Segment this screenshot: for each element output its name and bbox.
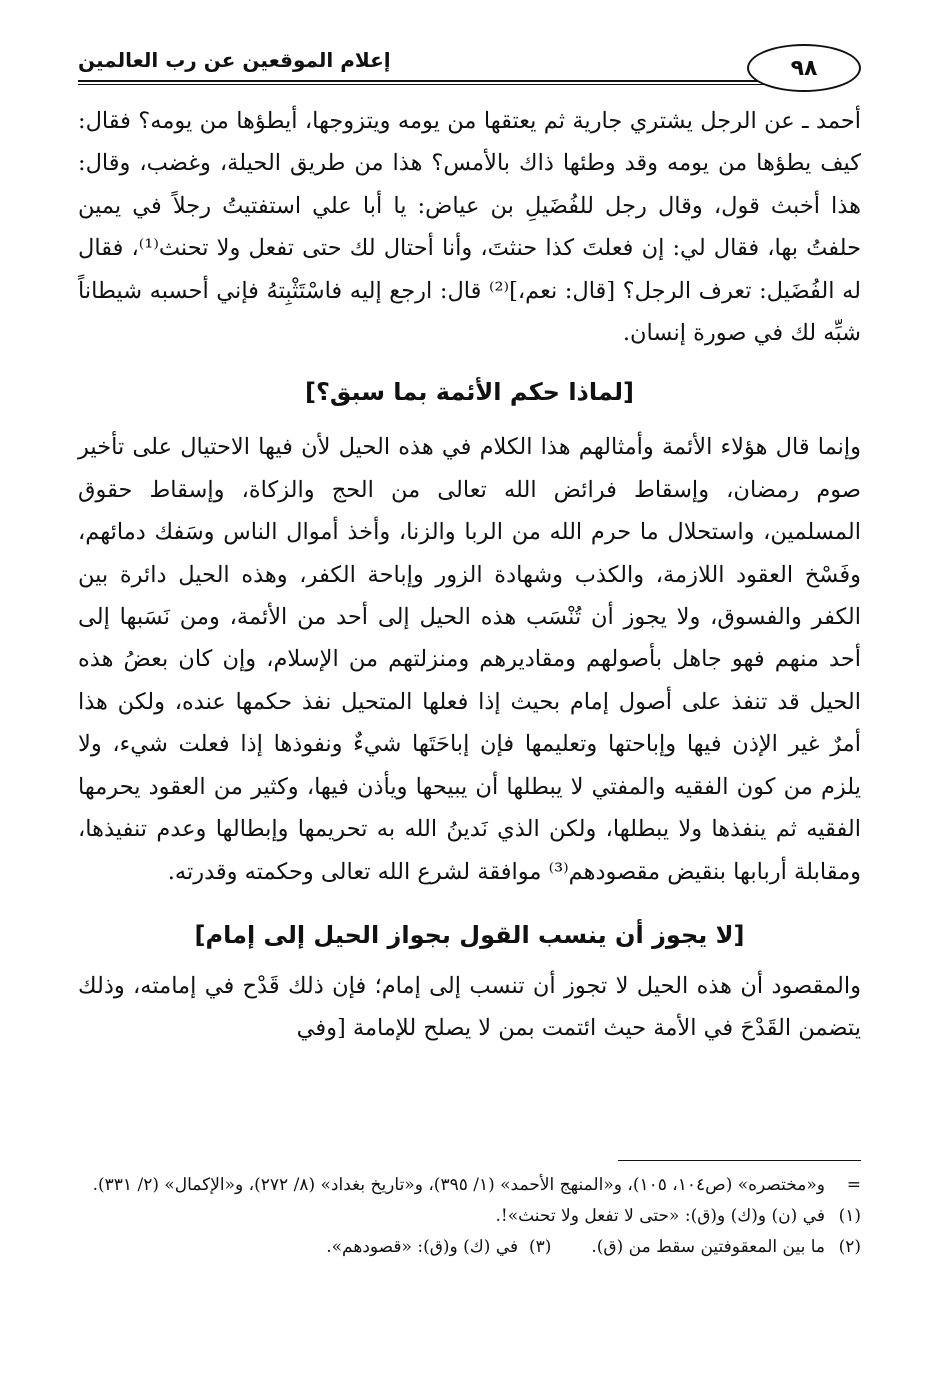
page-number: ٩٨ — [790, 55, 818, 81]
footnote-2-3 — [78, 1232, 861, 1263]
footnote-3-text: في (ك) و(ق): «قصودهم». — [326, 1237, 519, 1257]
footnote-1-number: (١) — [838, 1206, 861, 1226]
footnote-3-number: (٣) — [528, 1237, 552, 1257]
footnote-continuation — [78, 1170, 861, 1201]
footnote-2-3-line — [78, 1232, 825, 1263]
header-rule — [78, 80, 801, 82]
footnote-rule — [618, 1160, 861, 1161]
running-title: إعلام الموقعين عن رب العالمين — [78, 48, 391, 72]
section-heading-2: [لا يجوز أن ينسب القول بجواز الحيل إلى إمام] — [194, 920, 745, 949]
page-number-badge — [747, 44, 861, 92]
footnote-1-text: في (ن) و(ك) و(ق): «حتى لا تفعل ولا تحنث»!. — [495, 1206, 825, 1226]
paragraph-2: وإنما قال هؤلاء الأئمة وأمثالهم هذا الكلام في هذه الحيل لأن فيها الاحتيال على تأخير صوم رمضان، وإسقاط فرائض الله تعالى من الحج والزكاة، وإسقاط حقوق المسلمين، واستحلال ما حرم الله من الربا والزنا، وأخذ أموال الناس وسَفك دمائهم، وفَسْخ العقود اللازمة، والكذب وشهادة الزور وإباحة الكفر، وهذه الحيل دائرة بين الكفر والفسوق، ولا يجوز أن تُنْسَب هذه الحيل إلى أحد من الأئمة، ومن نَسَبها إلى أحد منهم فهو جاهل بأصولهم ومقاديرهم ومنزلتهم من الإسلام، وإن كان بعضُ هذه الحيل قد تنفذ على أصول إمام بحيث إذا فعلها المتحيل نفذ حكمها عنده، ولكن هذا أمرٌ غير الإذن فيها وإباحتها وتعليمها فإن إباحَتَها شيءٌ ونفوذها إذا فعلت شيء، ولا يلزم من كون الفقيه والمفتي لا يبطلها أن يبيحها ويأذن فيها، وكثير من العقود يحرمها الفقيه ثم ينفذها ولا يبطلها، ولكن الذي نَدينُ الله به تحريمها وإبطالها وعدم تنفيذها، ومقابلة أربابها بنقيض مقصودهم⁽³⁾ موافقة لشرع الله تعالى وحكمته وقدرته. — [78, 434, 861, 885]
footnote-2-text: ما بين المعقوفتين سقط من (ق). — [591, 1237, 825, 1257]
footnote-1 — [78, 1201, 861, 1232]
main-text — [78, 100, 861, 1050]
section-heading-1: [لماذا حكم الأئمة بما سبق؟] — [305, 378, 634, 407]
footnote-cont-text: و«مختصره» (ص١٠٤، ١٠٥)، و«المنهج الأحمد» (١/ ٣٩٥)، و«تاريخ بغداد» (٨/ ٢٧٢)، و«الإكمال» (٢/ ٣٣١). — [92, 1175, 825, 1195]
footnote-2-number: (٢) — [838, 1237, 861, 1257]
footnotes — [78, 1170, 861, 1263]
header-rule-thin — [78, 84, 801, 85]
footnote-cont-marker: = — [846, 1175, 861, 1195]
paragraph-3: والمقصود أن هذه الحيل لا تجوز أن تنسب إلى إمام؛ فإن ذلك قَدْح في إمامته، وذلك يتضمن القَدْحَ في الأمة حيث ائتمت بمن لا يصلح للإمامة [وفي — [78, 972, 861, 1042]
paragraph-1: أحمد ـ عن الرجل يشتري جارية ثم يعتقها من يومه ويتزوجها، أيطؤها من يومه؟ فقال: كيف يطؤها من يومه وقد وطئها ذاك بالأمس؟ هذا من طريق الحيلة، وغضب، وقال: هذا أخبث قول، وقال رجل للفُضَيلِ بن عياض: يا أبا علي استفتيتُ رجلاً في يمين حلفتُ بها، فقال لي: إن فعلتَ كذا حنثتَ، وأنا أحتال لك حتى تفعل ولا تحنث⁽¹⁾، فقال له الفُضَيل: تعرف الرجل؟ [قال: نعم،]⁽²⁾ قال: ارجع إليه فاسْتَثْبِتهُ فإني أحسبه شيطاناً شبِّه لك في صورة إنسان. — [78, 108, 862, 347]
page-header — [78, 38, 861, 98]
